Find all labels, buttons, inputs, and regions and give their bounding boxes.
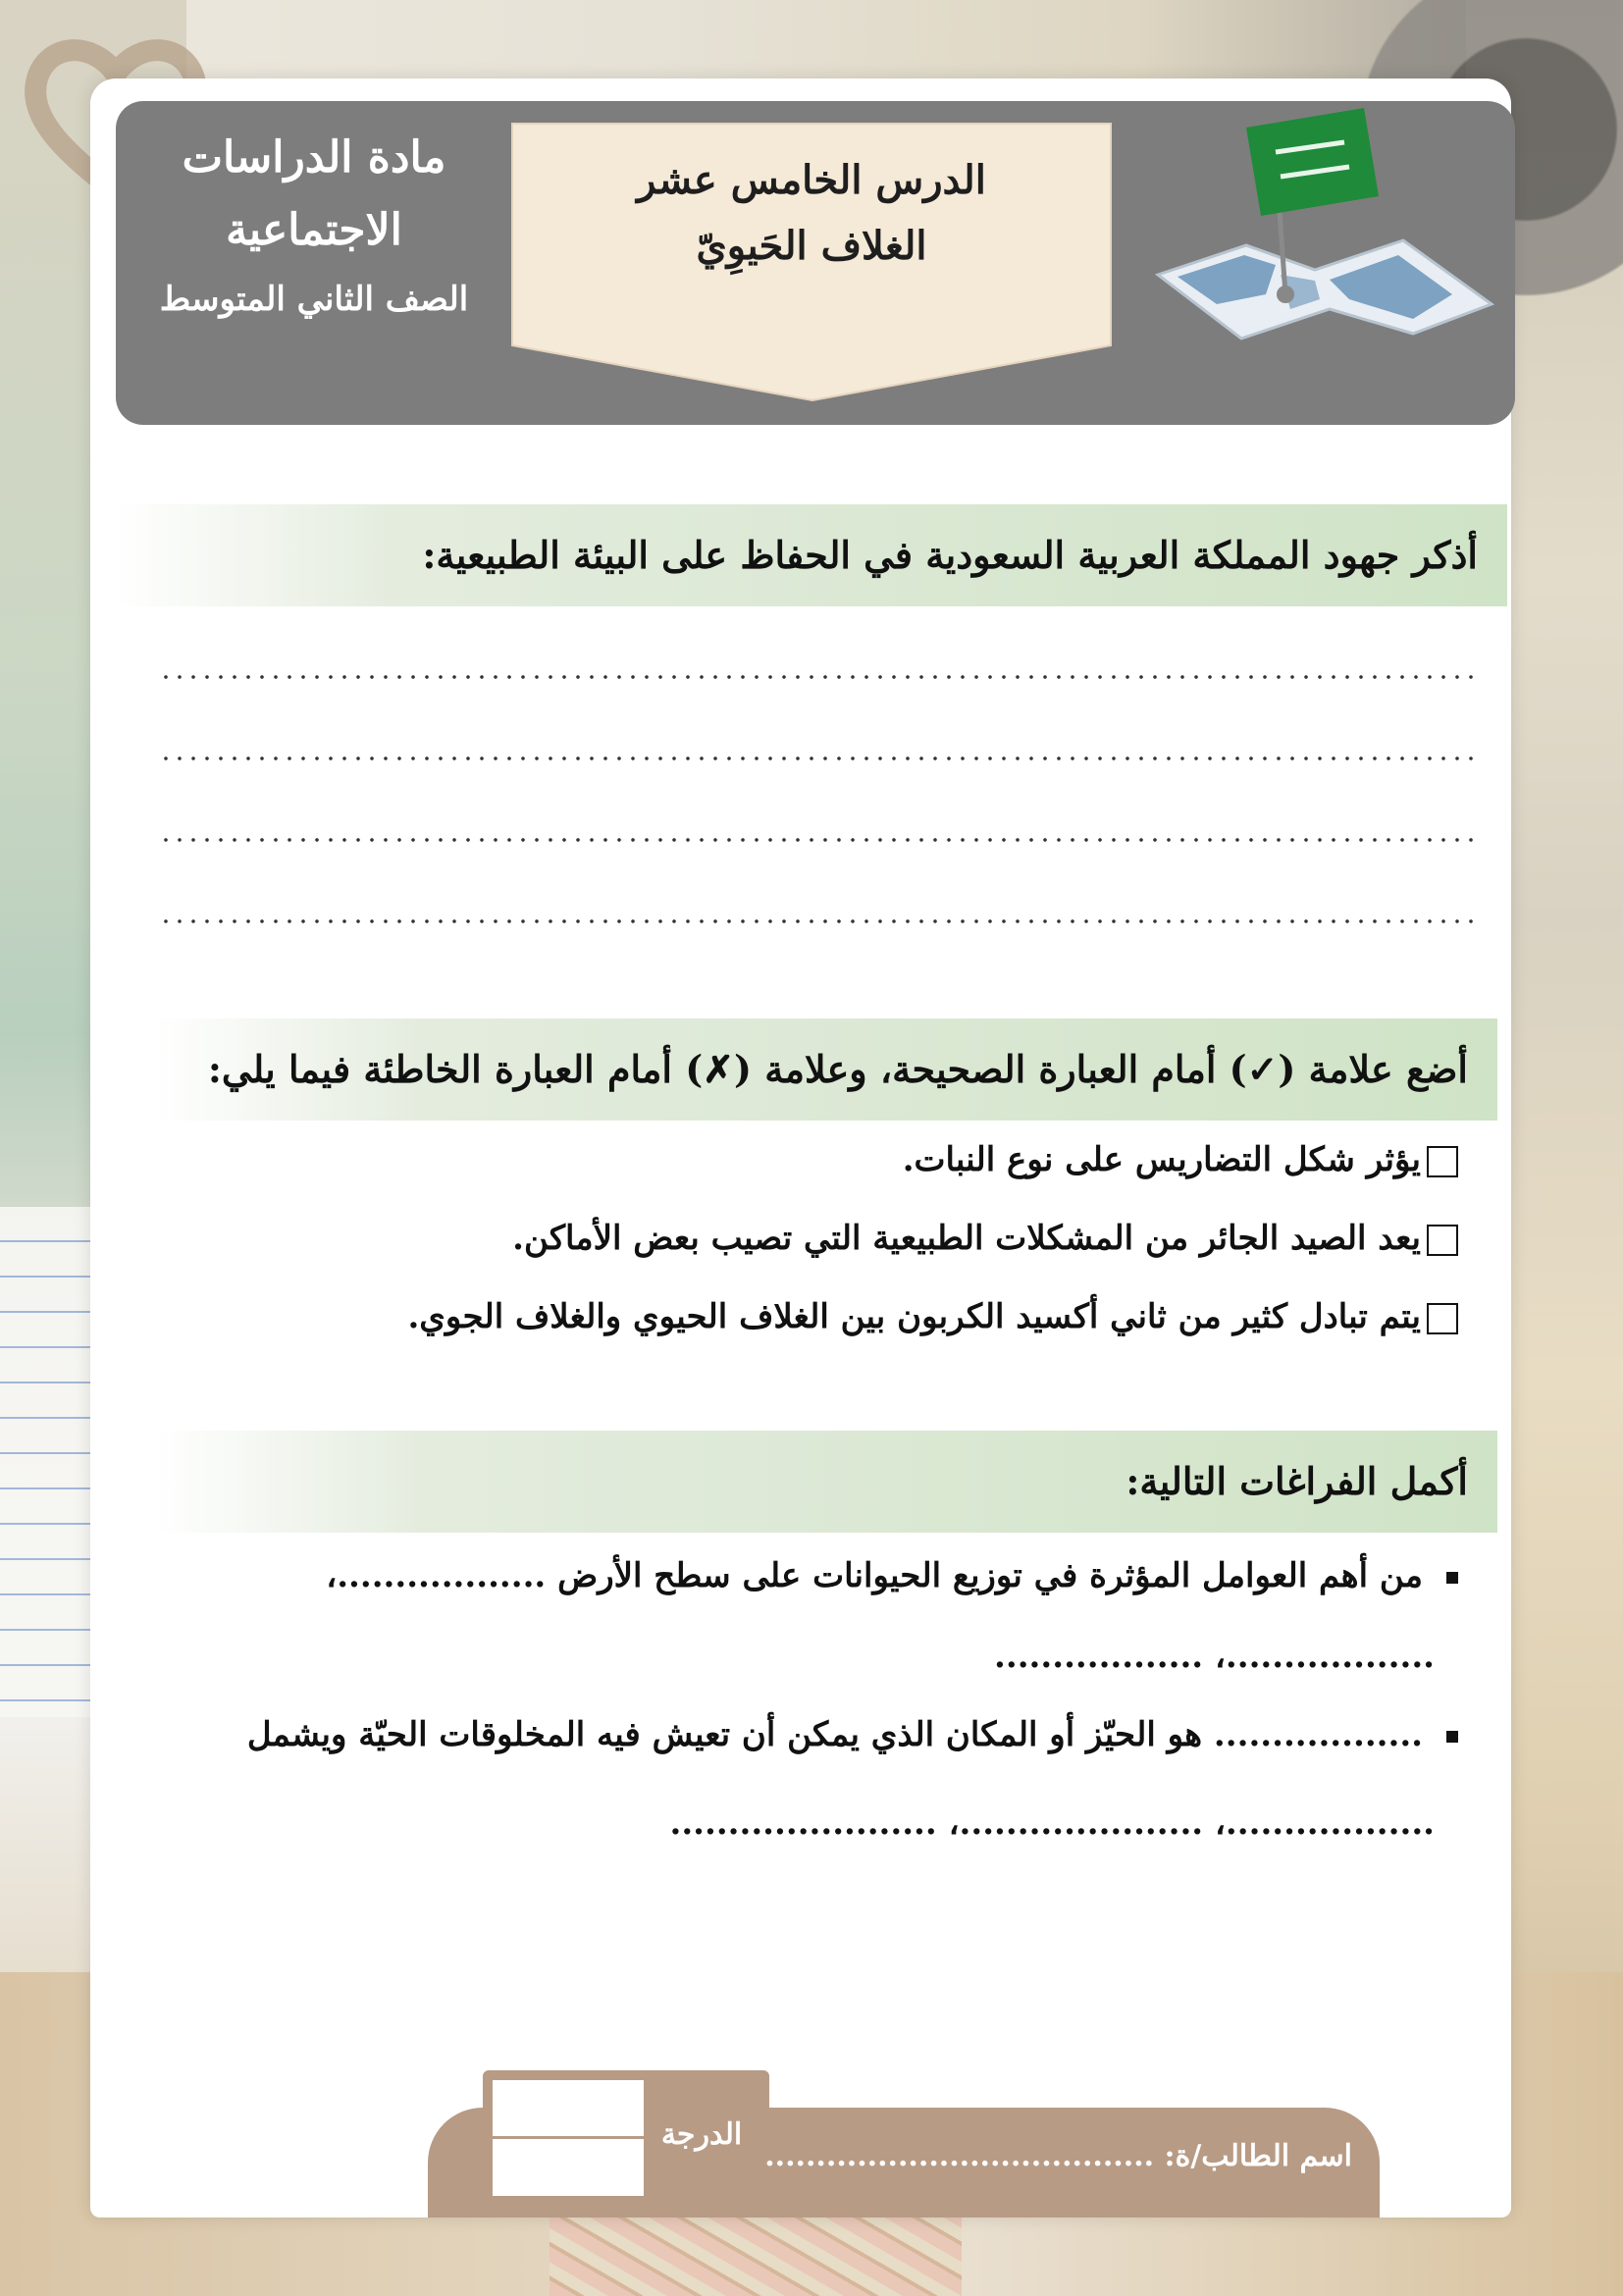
bullet-square-icon bbox=[1446, 1731, 1458, 1743]
grade-label: الدرجة bbox=[660, 2117, 743, 2152]
lesson-title: الغلاف الحَيوِيّ bbox=[696, 223, 927, 269]
statement-1-checkbox[interactable] bbox=[1427, 1146, 1458, 1177]
subject-title-line1: مادة الدراسات bbox=[182, 132, 446, 183]
fill-item-1-line2[interactable]: ..................، .................. bbox=[994, 1637, 1435, 1676]
section2-prompt: أضع علامة (✓) أمام العبارة الصحيحة، وعلامة (✗) أمام العبارة الخاطئة فيما يلي: bbox=[207, 1047, 1468, 1091]
section3-header-bar bbox=[155, 1431, 1497, 1533]
fill-item-1-line1[interactable]: من أهم العوامل المؤثرة في توزيع الحيوانات على سطح الأرض ..................، bbox=[326, 1556, 1423, 1595]
saudi-flag-icon bbox=[1246, 108, 1379, 216]
section1-header-bar bbox=[116, 504, 1507, 606]
lesson-title-text bbox=[508, 157, 1115, 269]
statement-2-checkbox[interactable] bbox=[1427, 1225, 1458, 1256]
answer-line-4[interactable] bbox=[159, 919, 1480, 923]
fill-item-2-line1[interactable]: .................. هو الحيّز أو المكان الذي يمكن أن تعيش فيه المخلوقات الحيّة ويشمل bbox=[246, 1715, 1423, 1754]
statement-2-text: يعد الصيد الجائر من المشكلات الطبيعية التي تصيب بعض الأماكن. bbox=[512, 1219, 1421, 1258]
fill-item-2-line2[interactable]: ..................، .....................، ....................... bbox=[669, 1803, 1435, 1843]
fill-item-2 bbox=[247, 1715, 1458, 1754]
subject-title-line2: الاجتماعية bbox=[226, 205, 402, 256]
grade-level: الصف الثاني المتوسط bbox=[159, 279, 469, 319]
section1-prompt: أذكر جهود المملكة العربية السعودية في الحفاظ على البيئة الطبيعية: bbox=[422, 533, 1478, 577]
bullet-square-icon bbox=[1446, 1572, 1458, 1584]
answer-line-3[interactable] bbox=[159, 838, 1480, 842]
answer-line-1[interactable] bbox=[159, 675, 1480, 679]
statement-2 bbox=[512, 1219, 1458, 1258]
subject-block bbox=[147, 124, 481, 319]
statement-1 bbox=[903, 1140, 1458, 1179]
statement-1-text: يؤثر شكل التضاريس على نوع النبات. bbox=[902, 1140, 1421, 1179]
section2-header-bar bbox=[155, 1018, 1497, 1121]
grade-divider bbox=[493, 2136, 644, 2139]
lesson-number: الدرس الخامس عشر bbox=[637, 157, 986, 203]
answer-line-2[interactable] bbox=[159, 757, 1480, 760]
fill-item-1 bbox=[326, 1556, 1458, 1595]
statement-3-text: يتم تبادل كثير من ثاني أكسيد الكربون بين الغلاف الحيوي والغلاف الجوي. bbox=[407, 1297, 1421, 1336]
map-flag-illustration bbox=[1119, 98, 1511, 422]
statement-3 bbox=[407, 1297, 1458, 1336]
statement-3-checkbox[interactable] bbox=[1427, 1303, 1458, 1334]
section3-prompt: أكمل الفراغات التالية: bbox=[1126, 1459, 1468, 1503]
student-name-field[interactable]: اسم الطالب/ة: ...................................... bbox=[764, 2139, 1352, 2173]
